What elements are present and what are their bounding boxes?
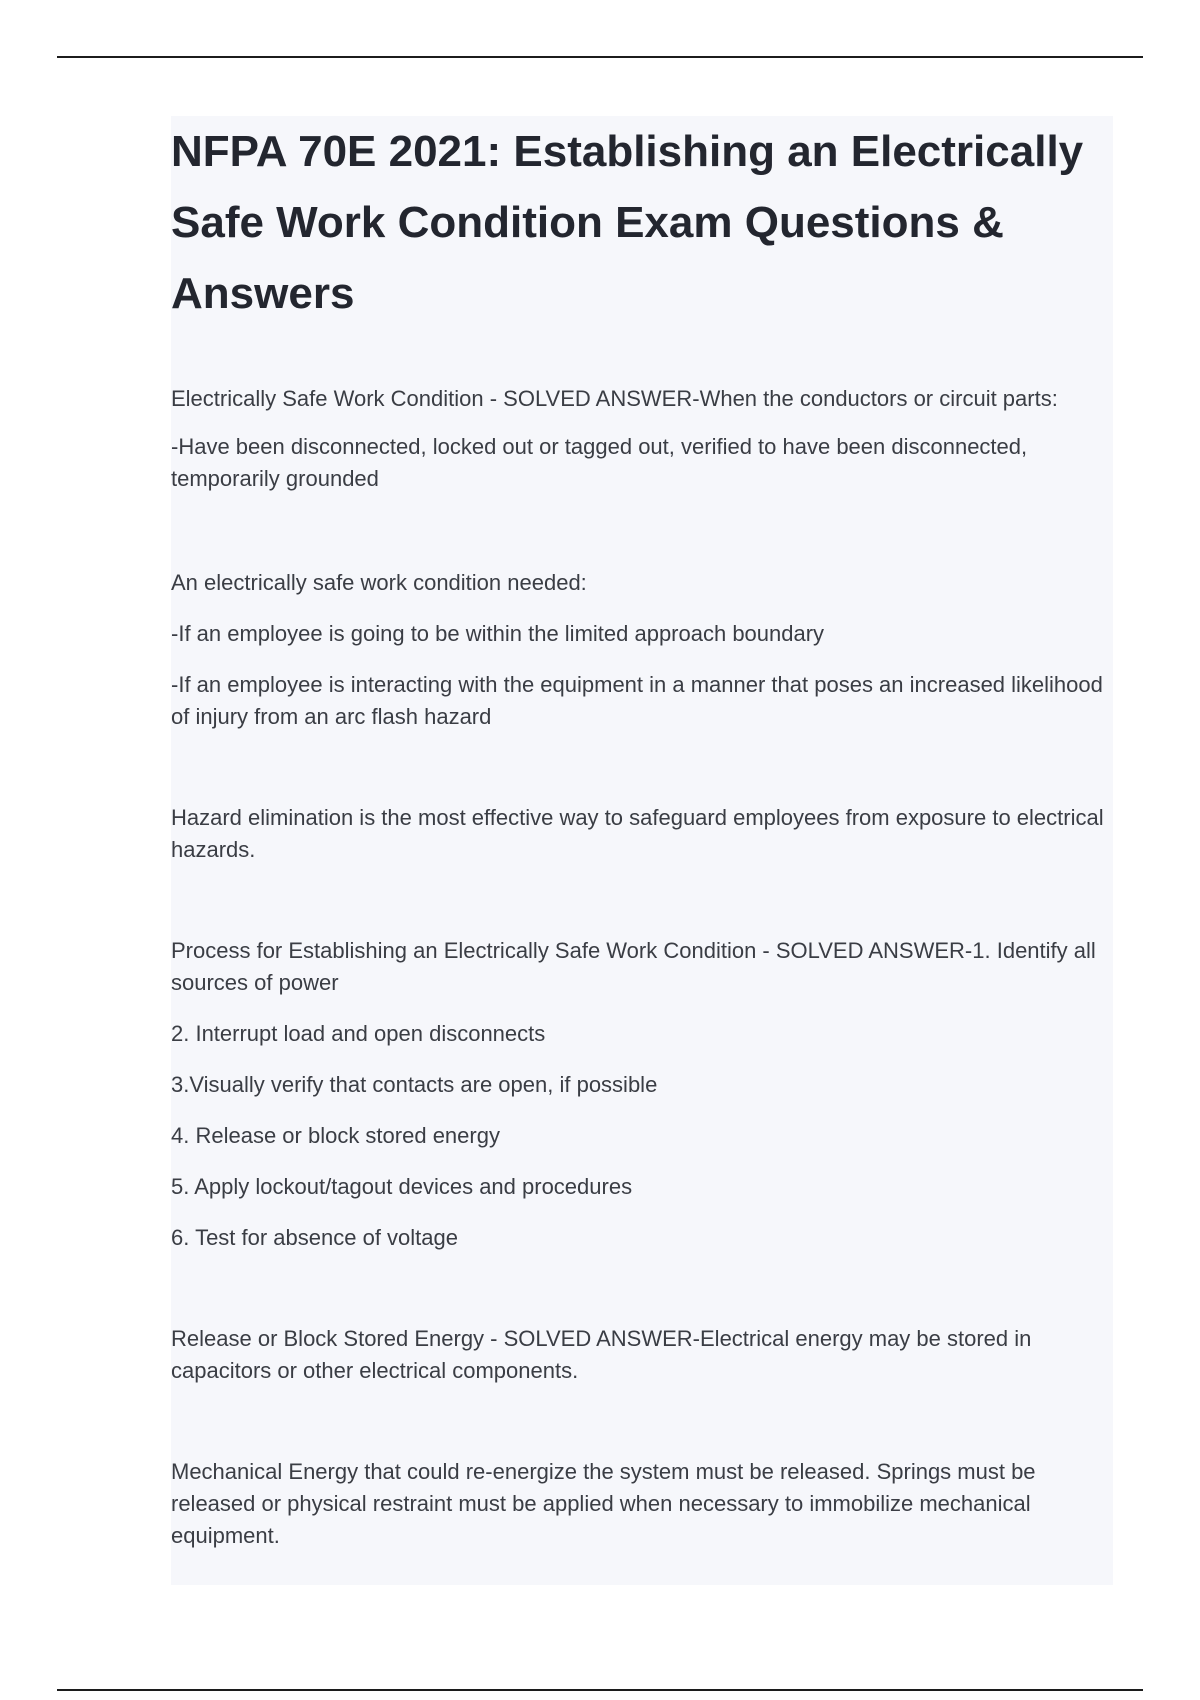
paragraph: An electrically safe work condition needed: [171, 570, 587, 595]
list-item: 3.Visually verify that contacts are open, if possible [171, 1072, 658, 1097]
paragraph: -If an employee is going to be within the limited approach boundary [171, 621, 825, 646]
bottom-divider [57, 1689, 1143, 1691]
list-item: 5. Apply lockout/tagout devices and procedures [171, 1174, 633, 1199]
document-body [171, 116, 1113, 1585]
paragraph: Mechanical Energy that could re-energize the system must be released. Springs must be released or physical restraint must be applied when necessary to immobilize mechanical equipment. [171, 1459, 1036, 1548]
list-item: 2. Interrupt load and open disconnects [171, 1021, 546, 1046]
list-item: 4. Release or block stored energy [171, 1123, 500, 1148]
paragraph: -Have been disconnected, locked out or tagged out, verified to have been disconnected, temporarily grounded [171, 434, 1028, 491]
paragraph: Process for Establishing an Electrically Safe Work Condition - SOLVED ANSWER-1. Identify all sources of power [171, 938, 1096, 995]
paragraph: Release or Block Stored Energy - SOLVED ANSWER-Electrical energy may be stored in capacitors or other electrical components. [171, 1326, 1032, 1383]
paragraph: -If an employee is interacting with the equipment in a manner that poses an increased likelihood of injury from an arc flash hazard [171, 672, 1103, 729]
paragraph: Hazard elimination is the most effective way to safeguard employees from exposure to electrical hazards. [171, 805, 1104, 862]
top-divider [57, 56, 1143, 58]
paragraph: Electrically Safe Work Condition - SOLVED ANSWER-When the conductors or circuit parts: [171, 386, 1058, 411]
document-title: NFPA 70E 2021: Establishing an Electrically Safe Work Condition Exam Questions & Answers [171, 127, 1084, 318]
list-item: 6. Test for absence of voltage [171, 1225, 458, 1250]
